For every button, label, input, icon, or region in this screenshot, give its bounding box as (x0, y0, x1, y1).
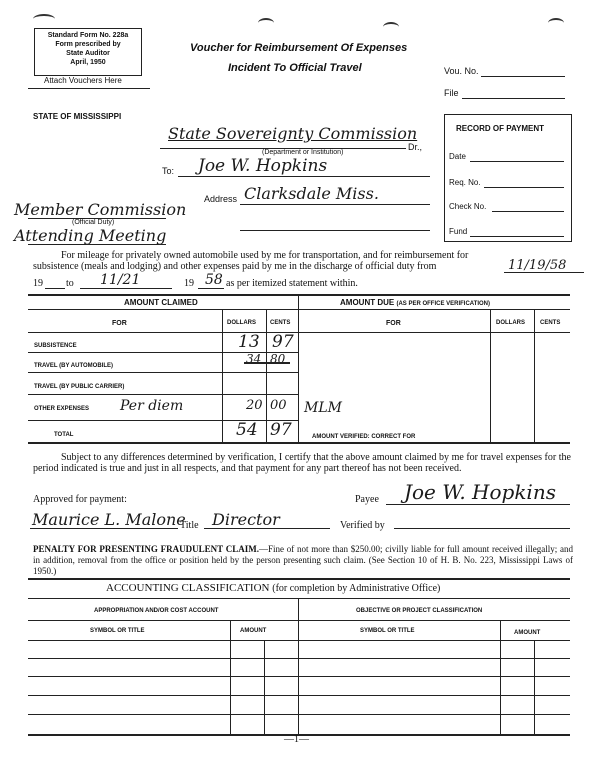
std-form-line: Standard Form No. 228a (47, 32, 129, 39)
to-label: To: (162, 166, 175, 176)
subsistence-cents: 97 (272, 332, 294, 352)
col-line (222, 309, 223, 442)
from-field (504, 272, 584, 273)
right-amount: AMOUNT (514, 630, 541, 636)
amount-due-title (340, 298, 490, 307)
table-bottom (28, 442, 570, 444)
to-handwritten: Joe W. Hopkins (198, 156, 328, 176)
payee-signature: Joe W. Hopkins (404, 480, 556, 504)
claimed-col-cents: CENTS (270, 320, 291, 326)
table-top-border (28, 294, 570, 296)
other-note-handwritten: Per diem (120, 398, 184, 414)
approver-signature: Maurice L. Malone (32, 510, 186, 529)
travel-auto-dollars: 34 (246, 352, 262, 366)
travel-auto-cents: 80 (270, 352, 286, 366)
travel-auto-struck (244, 362, 290, 372)
verified-by-label: Verified by (340, 520, 385, 531)
row-line (28, 372, 298, 373)
subsistence-dollars: 13 (238, 332, 260, 352)
title-label: Title (180, 520, 199, 531)
amount-claimed-title: AMOUNT CLAIMED (124, 298, 198, 307)
address-field (240, 204, 430, 205)
year-field-a (45, 288, 65, 289)
payee-label: Payee (355, 494, 379, 505)
row-label-total: TOTAL (54, 432, 74, 438)
std-form-line: Form prescribed by (55, 41, 121, 48)
accounting-row-line (28, 658, 570, 659)
form-title: Voucher for Reimbursement Of Expenses (190, 42, 408, 54)
title-field (204, 528, 330, 529)
table-subhead-line (28, 309, 570, 310)
address-label: Address (204, 194, 238, 204)
std-form-line: State Auditor (66, 50, 110, 57)
to-field (178, 176, 430, 177)
divider (28, 88, 150, 89)
to-date-field (80, 288, 172, 289)
record-check-label: Check No. (449, 202, 487, 211)
other-dollars: 20 (246, 398, 263, 413)
certify-text: Subject to any differences determined by verification, I certify that the above amount claimed by me for travel expenses for the period indicated is true and just in all respects, and that payment for any part thereof has not been received. (33, 452, 571, 474)
claimed-col-dollars: DOLLARS (227, 320, 256, 326)
form-subtitle: Incident To Official Travel (228, 62, 362, 74)
accounting-line (28, 620, 570, 621)
attach-vouchers: Attach Vouchers Here (44, 76, 122, 85)
right-head: OBJECTIVE OR PROJECT CLASSIFICATION (356, 608, 483, 614)
record-date-field[interactable] (470, 161, 564, 162)
record-fund-field[interactable] (470, 236, 564, 237)
other-cents: 00 (270, 398, 287, 413)
address-field-2 (240, 230, 430, 231)
col-line (266, 309, 267, 442)
row-label-subsistence: SUBSISTENCE (34, 343, 77, 349)
accounting-row-line (28, 676, 570, 677)
amount-due-subtitle: (AS PER OFFICE VERIFICATION) (396, 301, 491, 307)
due-col-cents: CENTS (540, 320, 561, 326)
row-label-travel-auto: TRAVEL (BY AUTOMOBILE) (34, 363, 114, 369)
accounting-top (28, 578, 570, 580)
duty-caption: (Official Duty) (72, 219, 115, 226)
left-symbol: SYMBOL OR TITLE (90, 628, 145, 634)
duty-handwritten-2: Attending Meeting (14, 226, 167, 245)
statement-text-2: as per itemized statement within. (226, 278, 358, 289)
department-handwritten: State Sovereignty Commission (168, 124, 418, 143)
record-req-field[interactable] (484, 187, 564, 188)
standard-form-box (34, 28, 142, 76)
payee-field (386, 504, 570, 505)
record-req-label: Req. No. (449, 178, 481, 187)
accounting-title-row (106, 582, 440, 594)
file-label: File (444, 88, 459, 98)
penalty-text (33, 544, 573, 577)
corner-mark (383, 22, 399, 32)
from-handwritten: 11/19/58 (508, 258, 567, 273)
total-cents: 97 (270, 420, 292, 440)
accounting-col (500, 620, 501, 734)
corner-mark (548, 18, 564, 28)
year-handwritten: 58 (205, 272, 223, 288)
row-label-other: OTHER EXPENSES (34, 406, 90, 412)
corner-mark (258, 18, 274, 28)
left-head: APPROPRIATION AND/OR COST ACCOUNT (94, 608, 219, 614)
title-handwritten: Director (212, 510, 280, 529)
row-label-travel-public: TRAVEL (BY PUBLIC CARRIER) (34, 384, 125, 390)
penalty-bold: PENALTY FOR PRESENTING FRAUDULENT CLAIM. (33, 544, 259, 554)
table-header-line (28, 332, 570, 333)
department-caption: (Department or Institution) (262, 149, 344, 156)
accounting-subtitle: (for completion by Administrative Office) (272, 583, 441, 594)
address-handwritten: Clarksdale Miss. (244, 184, 379, 203)
duty-handwritten-1: Member Commission (14, 200, 187, 219)
year-19b: 19 (184, 278, 194, 289)
record-fund-label: Fund (449, 227, 468, 236)
accounting-row-line (28, 714, 570, 715)
due-col-dollars: DOLLARS (496, 320, 525, 326)
accounting-row-line (28, 695, 570, 696)
col-line (490, 309, 491, 442)
page-number: —1— (284, 734, 309, 745)
to-label-stmt: to (66, 278, 74, 289)
vou-no-label: Vou. No. (444, 66, 479, 76)
accounting-title: ACCOUNTING CLASSIFICATION (106, 582, 270, 594)
approved-label: Approved for payment: (33, 494, 127, 505)
accounting-line (28, 640, 570, 641)
state-label: STATE OF MISSISSIPPI (33, 112, 122, 121)
vou-no-field[interactable] (481, 76, 565, 77)
year-field-b (198, 288, 224, 289)
statement-text (33, 250, 501, 272)
penalty-body: —Fine of not more than $250.00; civilly liable for full amount received illegally; and in addition, removal from the office or position held by the person presenting such claim. (See Section 10 of H. B. No. 223, Mississippi Laws of 1950.) (33, 544, 573, 576)
row-line (28, 394, 298, 395)
approver-field (30, 528, 178, 529)
claimed-col-for: FOR (112, 320, 127, 327)
accounting-col (534, 640, 535, 734)
file-field[interactable] (462, 98, 565, 99)
right-symbol: SYMBOL OR TITLE (360, 628, 415, 634)
due-col-for: FOR (386, 320, 401, 327)
record-title: RECORD OF PAYMENT (456, 124, 545, 133)
duty-field-2 (28, 244, 166, 245)
accounting-sub-line (28, 598, 570, 599)
amount-verified: AMOUNT VERIFIED: CORRECT FOR (312, 434, 416, 440)
col-line (534, 309, 535, 442)
amount-due-title-text: AMOUNT DUE (340, 298, 395, 307)
record-check-field[interactable] (492, 211, 564, 212)
accounting-col (230, 620, 231, 734)
verified-by-field[interactable] (394, 528, 570, 529)
to-date-handwritten: 11/21 (100, 272, 141, 288)
table-divider (298, 294, 299, 442)
record-date-label: Date (449, 152, 466, 161)
accounting-col (264, 640, 265, 734)
statement-text-1: For mileage for privately owned automobile used by me for transportation, and for reimbursement for subsistence (meals and lodging) and other expenses paid by me in the discharge of official duty from (33, 250, 469, 272)
dr-label: Dr., (408, 142, 423, 152)
total-dollars: 54 (236, 420, 258, 440)
due-initials-handwritten: MLM (304, 400, 342, 416)
std-form-line: April, 1950 (70, 59, 106, 66)
left-amount: AMOUNT (240, 628, 267, 634)
year-19a: 19 (33, 278, 43, 289)
corner-mark (33, 14, 55, 24)
